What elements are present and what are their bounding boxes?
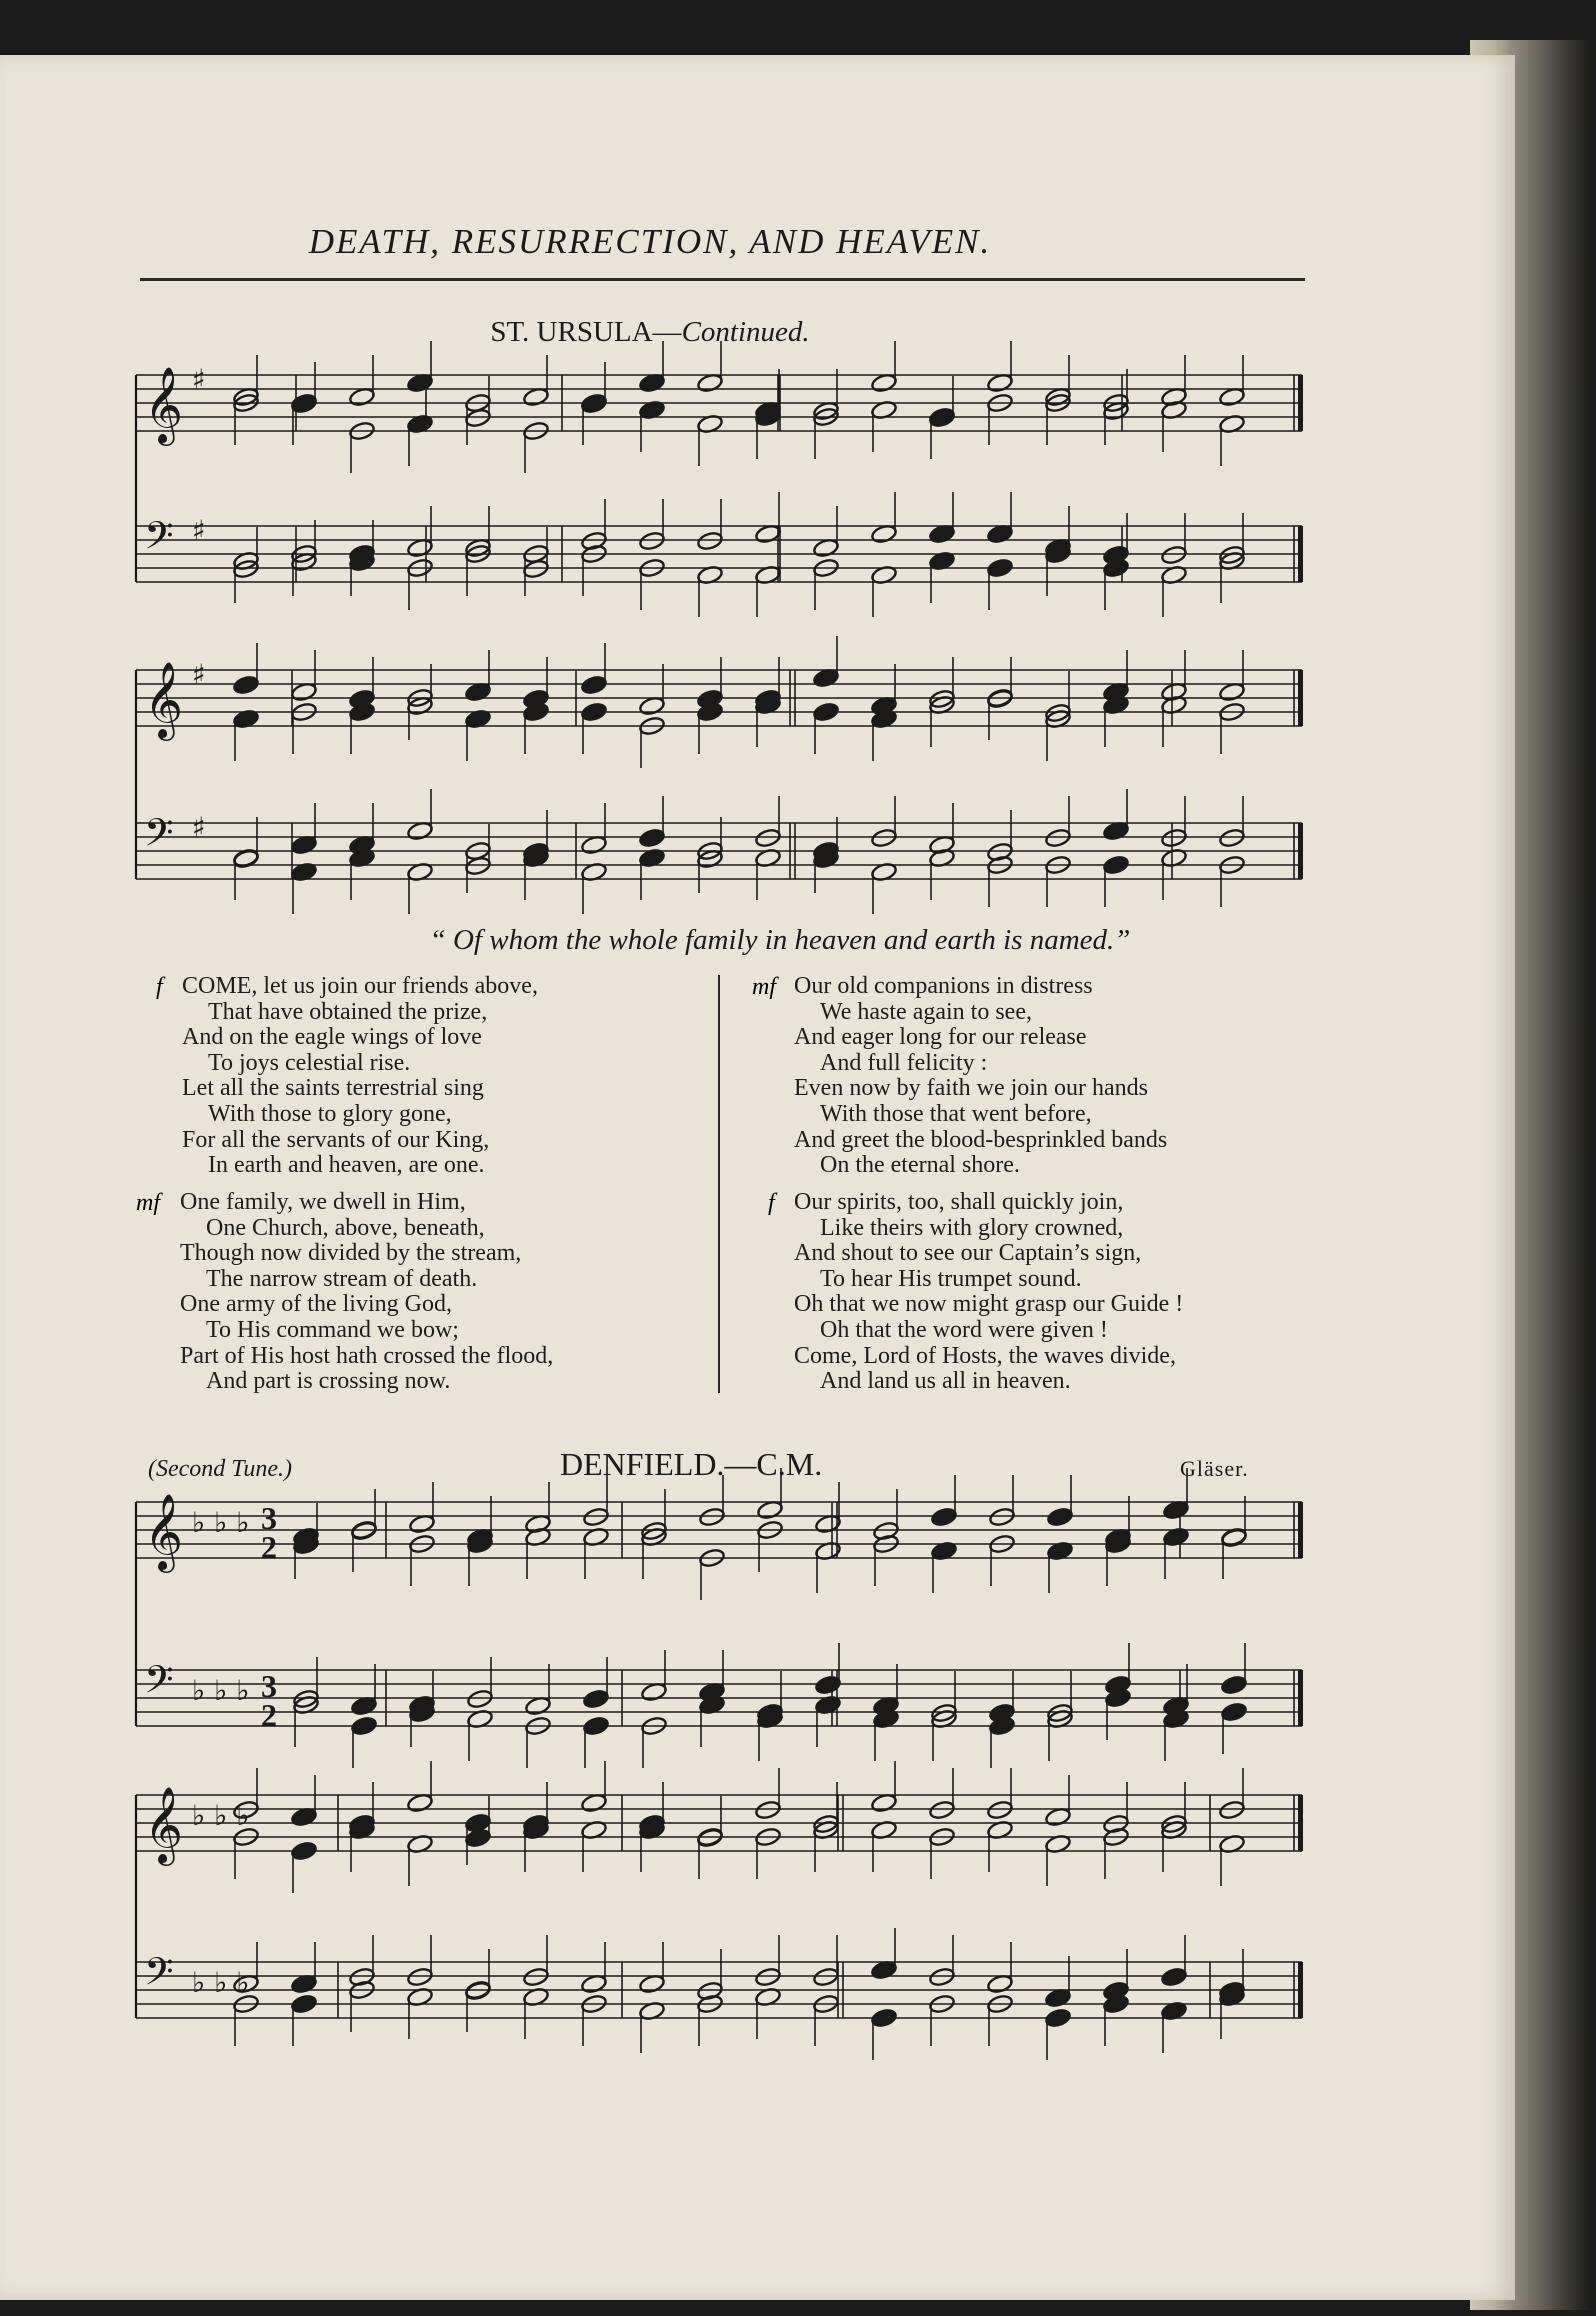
note-head bbox=[582, 1507, 609, 1528]
verse-line: And eager long for our release bbox=[794, 1024, 1087, 1051]
time-signature-icon: 2 bbox=[261, 1697, 277, 1733]
note-head bbox=[1160, 828, 1187, 849]
note-head bbox=[580, 1793, 607, 1814]
note-head bbox=[290, 1807, 317, 1828]
note-head bbox=[928, 1967, 955, 1988]
note-head bbox=[1102, 855, 1129, 876]
flat-icon: ♭ ♭ ♭ bbox=[192, 1799, 250, 1832]
time-signature-icon: 2 bbox=[261, 1529, 277, 1565]
note-head bbox=[638, 531, 665, 552]
tune1-continued: Continued. bbox=[681, 316, 810, 348]
note-head bbox=[754, 1800, 781, 1821]
note-head bbox=[754, 828, 781, 849]
dynamic-mark-stanza3: mf bbox=[752, 974, 776, 1000]
note-head bbox=[870, 1960, 897, 1981]
note-head bbox=[988, 1507, 1015, 1528]
note-head bbox=[1044, 1807, 1071, 1828]
note-head bbox=[1044, 828, 1071, 849]
note-head bbox=[870, 1793, 897, 1814]
final-barline bbox=[1298, 823, 1303, 879]
note-head bbox=[1218, 828, 1245, 849]
note-head bbox=[406, 1967, 433, 1988]
verse-line: And full felicity : bbox=[820, 1049, 988, 1076]
verse-line: With those to glory gone, bbox=[208, 1100, 452, 1127]
note-head bbox=[1218, 682, 1245, 703]
flat-icon: ♭ ♭ ♭ bbox=[192, 1966, 250, 1999]
verse-line: On the eternal shore. bbox=[820, 1152, 1020, 1179]
final-barline bbox=[1298, 670, 1303, 726]
note-head bbox=[290, 1974, 317, 1995]
note-head bbox=[290, 682, 317, 703]
note-head bbox=[986, 373, 1013, 394]
tune2-title: DENFIELD.—C.M. bbox=[560, 1446, 823, 1482]
sharp-icon: ♯ bbox=[192, 658, 206, 691]
final-barline bbox=[1298, 1962, 1303, 2018]
treble-clef-icon: 𝄞 bbox=[144, 366, 184, 443]
sharp-icon: ♯ bbox=[192, 811, 206, 844]
note-head bbox=[580, 393, 607, 414]
note-head bbox=[812, 702, 839, 723]
treble-clef-icon: 𝄞 bbox=[144, 661, 184, 738]
treble-clef-icon: 𝄞 bbox=[144, 1493, 184, 1570]
bass-clef-icon: 𝄢 bbox=[144, 1657, 174, 1711]
note-head bbox=[1218, 1800, 1245, 1821]
verse-line: And greet the blood-besprinkled bands bbox=[794, 1126, 1168, 1153]
note-head bbox=[986, 558, 1013, 579]
verse-line: To hear His trumpet sound. bbox=[820, 1265, 1082, 1292]
column-divider bbox=[718, 975, 720, 1393]
verse-line: We haste again to see, bbox=[820, 998, 1032, 1025]
note-head bbox=[928, 524, 955, 545]
verse-line: Though now divided by the stream, bbox=[180, 1240, 522, 1267]
note-head bbox=[696, 531, 723, 552]
note-head bbox=[812, 538, 839, 559]
second-tune-label: (Second Tune.) bbox=[148, 1456, 292, 1482]
verse-line: And on the eagle wings of love bbox=[182, 1024, 482, 1051]
note-head bbox=[1218, 387, 1245, 408]
bass-clef-icon: 𝄢 bbox=[144, 1949, 174, 2003]
flat-icon: ♭ ♭ ♭ bbox=[192, 1674, 250, 1707]
verse-line: For all the servants of our King, bbox=[182, 1126, 490, 1153]
verse-line: Part of His host hath crossed the flood, bbox=[180, 1342, 554, 1369]
verse-line: COME, let us join our friends above, bbox=[182, 973, 538, 999]
note-head bbox=[1220, 1675, 1247, 1696]
verse-line: And land us all in heaven. bbox=[820, 1368, 1071, 1395]
treble-clef-icon: 𝄞 bbox=[144, 1786, 184, 1863]
verse-line: In earth and heaven, are one. bbox=[208, 1152, 485, 1179]
note-head bbox=[466, 1689, 493, 1710]
verse-line: One army of the living God, bbox=[180, 1291, 452, 1318]
note-head bbox=[464, 682, 491, 703]
note-head bbox=[1044, 1988, 1071, 2009]
note-head bbox=[812, 668, 839, 689]
verse-line: The narrow stream of death. bbox=[206, 1265, 478, 1292]
dynamic-mark-stanza4: f bbox=[768, 1190, 775, 1216]
bass-clef-icon: 𝄢 bbox=[144, 810, 174, 864]
dynamic-mark-stanza1: f bbox=[156, 974, 163, 1000]
hymn-motto: “ Of whom the whole family in heaven and earth is named.” bbox=[429, 924, 1131, 956]
note-head bbox=[1102, 821, 1129, 842]
note-head bbox=[406, 538, 433, 559]
note-head bbox=[1044, 2008, 1071, 2029]
verse-line: And part is crossing now. bbox=[206, 1368, 451, 1395]
note-head bbox=[754, 1967, 781, 1988]
note-head bbox=[638, 373, 665, 394]
note-head bbox=[930, 1507, 957, 1528]
verse-line: Our spirits, too, shall quickly join, bbox=[794, 1189, 1124, 1215]
note-head bbox=[870, 828, 897, 849]
note-head bbox=[406, 821, 433, 842]
time-signature-icon: 3 bbox=[261, 1500, 277, 1536]
note-head bbox=[524, 1696, 551, 1717]
stanza-1 bbox=[182, 974, 538, 1179]
note-head bbox=[348, 387, 375, 408]
verse-line: Let all the saints terrestrial sing bbox=[182, 1075, 484, 1102]
verse-line: Our old companions in distress bbox=[794, 973, 1093, 999]
note-head bbox=[350, 1696, 377, 1717]
verse-line: One Church, above, beneath, bbox=[206, 1214, 485, 1241]
sharp-icon: ♯ bbox=[192, 363, 206, 396]
final-barline bbox=[1298, 1670, 1303, 1726]
note-head bbox=[812, 1967, 839, 1988]
composer: Gläser. bbox=[1180, 1456, 1249, 1481]
verse-line: Oh that the word were given ! bbox=[820, 1316, 1108, 1343]
note-head bbox=[408, 1514, 435, 1535]
tune1-name: ST. URSULA— bbox=[490, 316, 682, 348]
time-signature-icon: 3 bbox=[261, 1668, 277, 1704]
note-head bbox=[928, 1800, 955, 1821]
verse-line: To joys celestial rise. bbox=[208, 1049, 411, 1076]
note-head bbox=[232, 675, 259, 696]
note-head bbox=[290, 393, 317, 414]
note-head bbox=[870, 2008, 897, 2029]
stanza-2 bbox=[180, 1190, 553, 1395]
note-head bbox=[1046, 1507, 1073, 1528]
flat-icon: ♭ ♭ ♭ bbox=[192, 1506, 250, 1539]
note-head bbox=[580, 1974, 607, 1995]
note-head bbox=[1160, 545, 1187, 566]
note-head bbox=[870, 524, 897, 545]
note-head bbox=[464, 1813, 491, 1834]
verse-line: One family, we dwell in Him, bbox=[180, 1189, 466, 1215]
verse-line: Even now by faith we join our hands bbox=[794, 1075, 1148, 1102]
note-head bbox=[638, 1974, 665, 1995]
verse-line: To His command we bow; bbox=[206, 1316, 459, 1343]
note-head bbox=[756, 1500, 783, 1521]
note-head bbox=[406, 1793, 433, 1814]
note-head bbox=[350, 1716, 377, 1737]
note-head bbox=[582, 1689, 609, 1710]
note-head bbox=[580, 702, 607, 723]
note-head bbox=[580, 675, 607, 696]
final-barline bbox=[1298, 375, 1303, 431]
verse-line: That have obtained the prize, bbox=[208, 998, 488, 1025]
verse-line: And shout to see our Captain’s sign, bbox=[794, 1240, 1142, 1267]
sharp-icon: ♯ bbox=[192, 514, 206, 547]
final-barline bbox=[1298, 1502, 1303, 1558]
dynamic-mark-stanza2: mf bbox=[136, 1190, 160, 1216]
stanza-4 bbox=[794, 1190, 1183, 1395]
final-barline bbox=[1298, 1795, 1303, 1851]
note-head bbox=[406, 373, 433, 394]
verse-line: Like theirs with glory crowned, bbox=[820, 1214, 1124, 1241]
note-head bbox=[290, 1994, 317, 2015]
verse-line: Oh that we now might grasp our Guide ! bbox=[794, 1291, 1184, 1318]
note-head bbox=[986, 1800, 1013, 1821]
note-head bbox=[986, 524, 1013, 545]
note-head bbox=[290, 1841, 317, 1862]
bass-clef-icon: 𝄢 bbox=[144, 513, 174, 567]
note-head bbox=[290, 835, 317, 856]
stanza-3 bbox=[794, 974, 1167, 1179]
verse-line: With those that went before, bbox=[820, 1100, 1092, 1127]
note-head bbox=[1160, 1967, 1187, 1988]
note-head bbox=[986, 1974, 1013, 1995]
note-head bbox=[580, 835, 607, 856]
note-head bbox=[582, 1716, 609, 1737]
final-barline bbox=[1298, 526, 1303, 582]
note-head bbox=[696, 373, 723, 394]
note-head bbox=[522, 1967, 549, 1988]
verse-line: Come, Lord of Hosts, the waves divide, bbox=[794, 1342, 1176, 1369]
note-head bbox=[1220, 1702, 1247, 1723]
note-head bbox=[638, 828, 665, 849]
note-head bbox=[522, 387, 549, 408]
note-head bbox=[638, 696, 665, 717]
running-head: DEATH, RESURRECTION, AND HEAVEN. bbox=[308, 222, 992, 261]
note-head bbox=[698, 1507, 725, 1528]
note-head bbox=[928, 407, 955, 428]
note-head bbox=[640, 1682, 667, 1703]
note-head bbox=[1162, 1500, 1189, 1521]
note-head bbox=[870, 373, 897, 394]
